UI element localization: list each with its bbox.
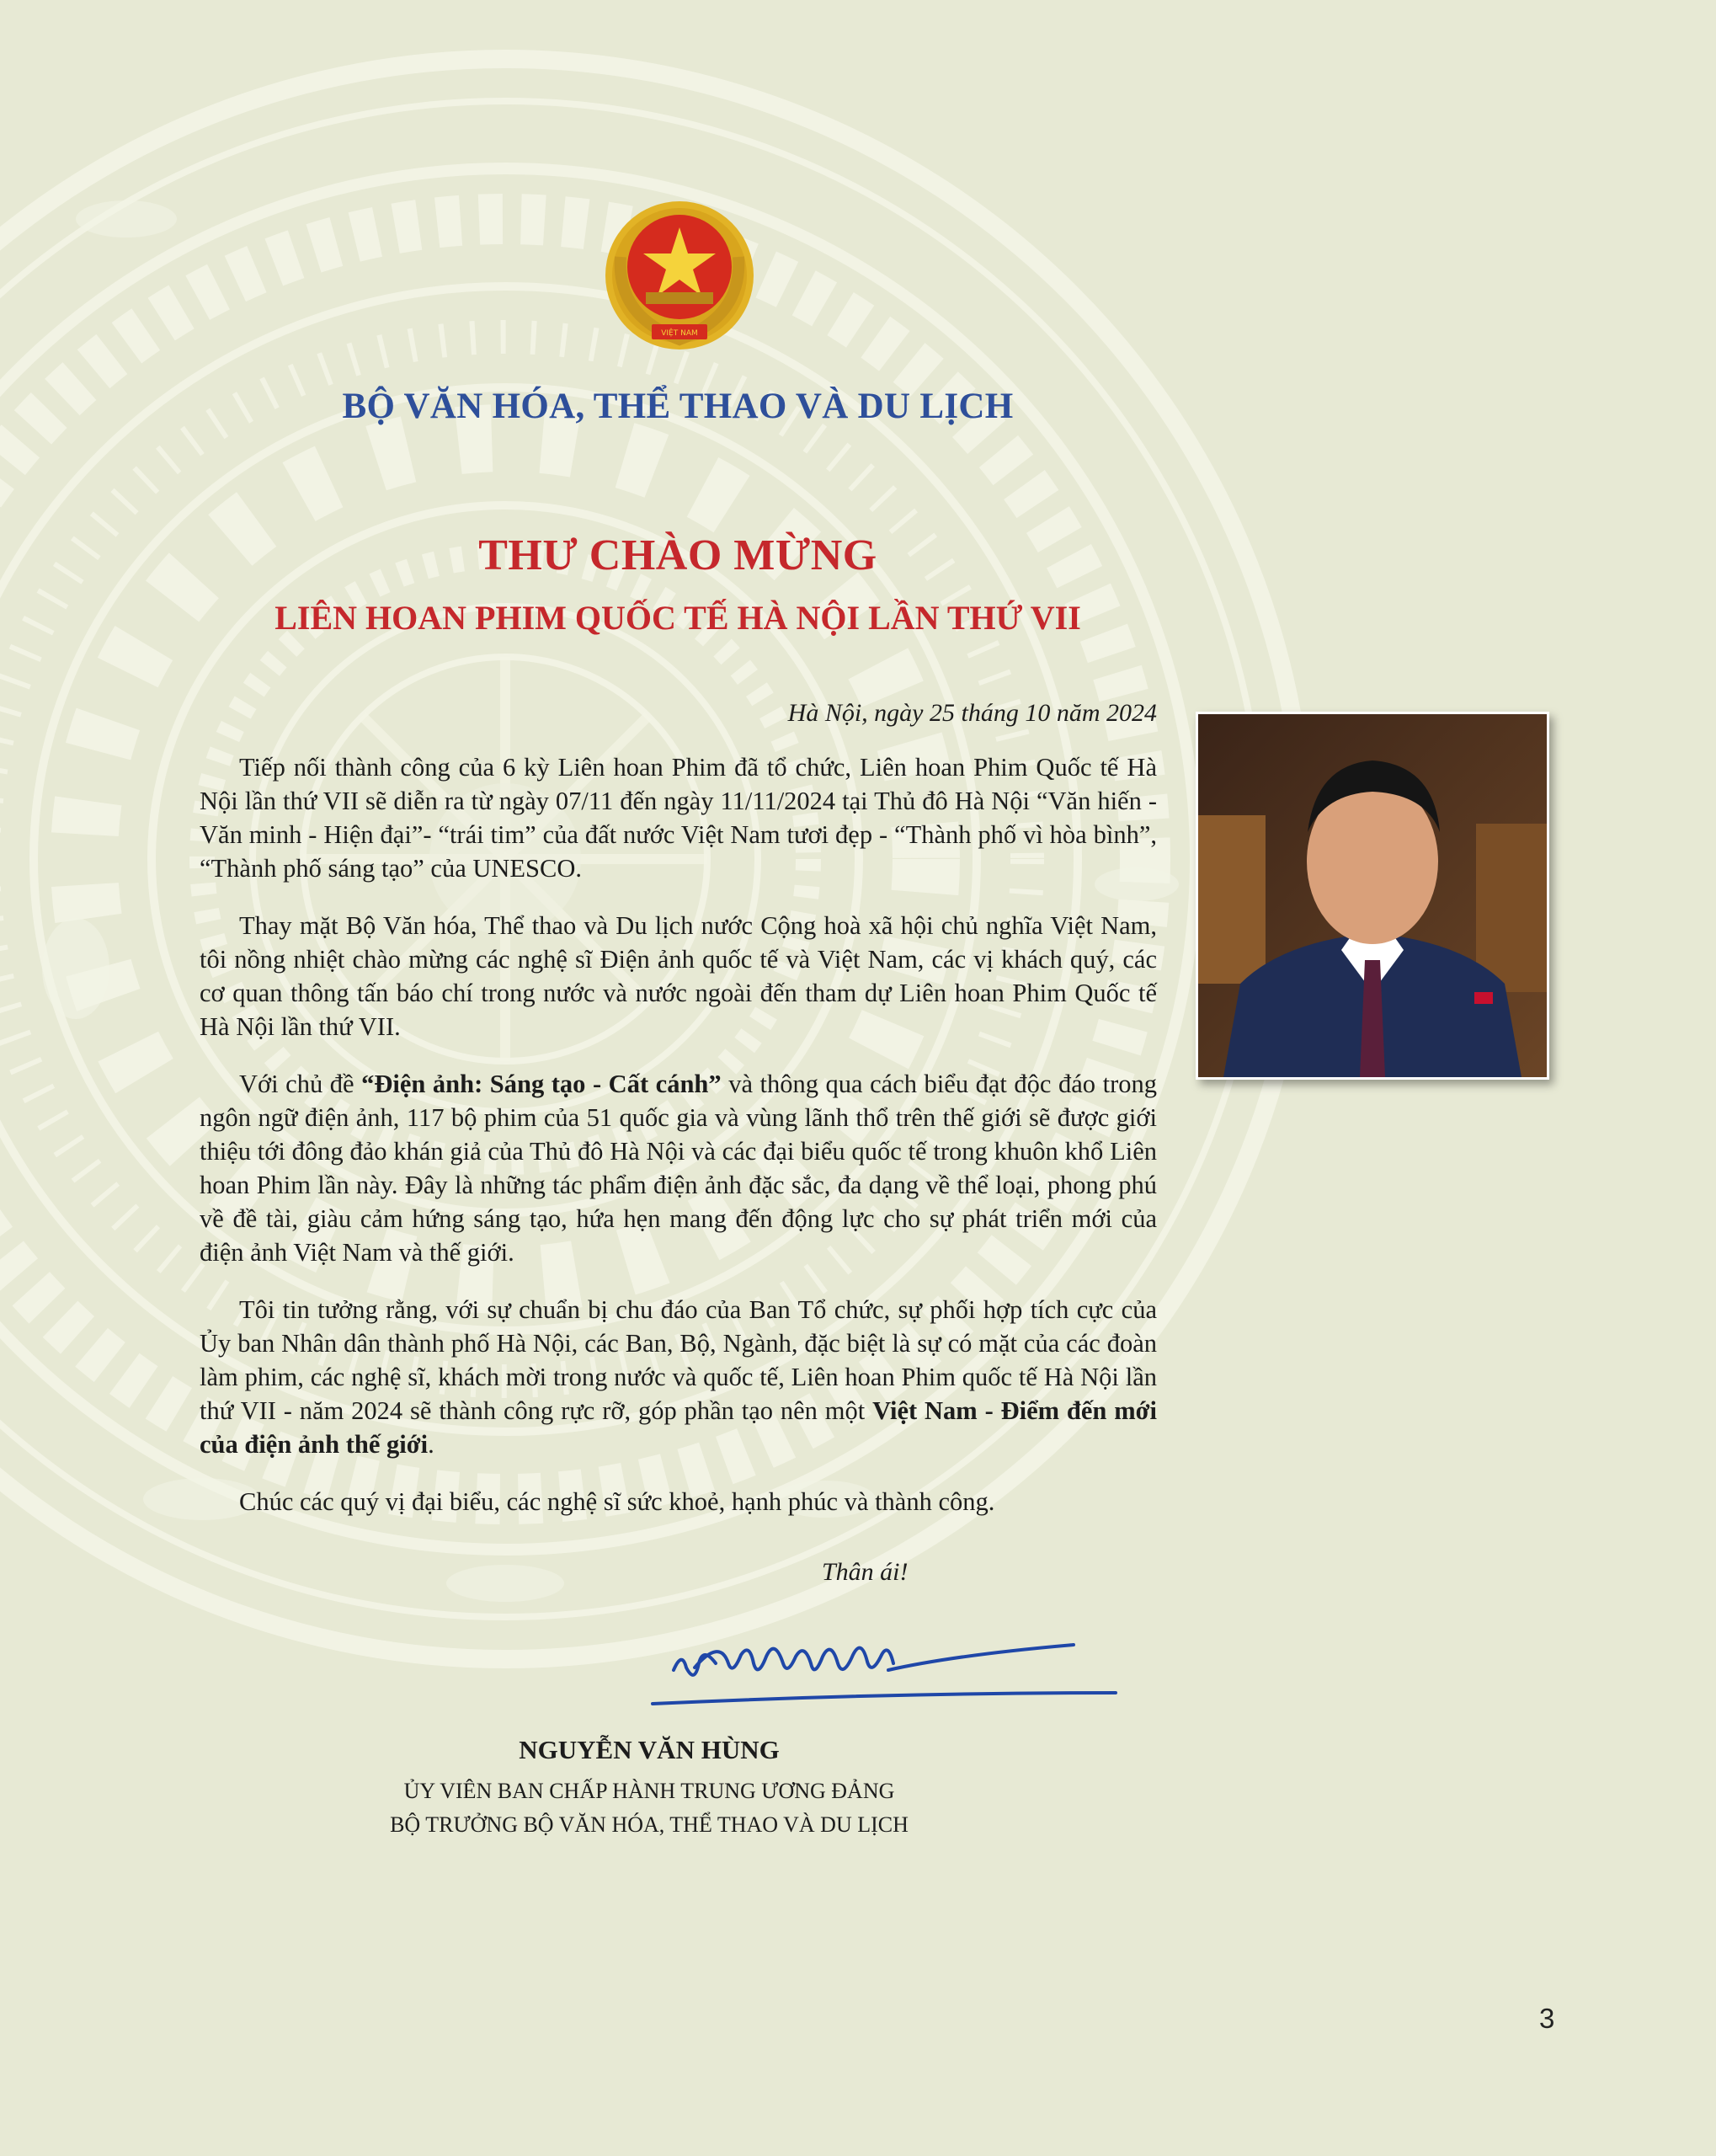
destination-slogan: Việt Nam - Điểm đến mới của điện ảnh thế giới <box>200 1396 1158 1459</box>
paragraph-4 <box>200 1293 1157 1461</box>
letter-date: Hà Nội, ngày 25 tháng 10 năm 2024 <box>787 699 1157 727</box>
signature-image <box>636 1604 1124 1714</box>
emblem-label: VIỆT NAM <box>661 329 698 338</box>
letter-title: THƯ CHÀO MỪNG <box>478 531 877 579</box>
ministry-name: BỘ VĂN HÓA, THỂ THAO VÀ DU LỊCH <box>342 387 1014 426</box>
paragraph-5: Chúc các quý vị đại biểu, các nghệ sĩ sức khoẻ, hạnh phúc và thành công. <box>239 1487 995 1516</box>
paragraph-4-text: Tôi tin tưởng rằng, với sự chuẩn bị chu đáo của Ban Tổ chức, sự phối hợp tích cực của Ủy ban Nhân dân thành phố Hà Nội, các Ban, Bộ, Ngành, đặc biệt là sự có mặt của các đoàn làm phim, các nghệ sĩ, khách mời trong nước và quốc tế, Liên hoan Phim quốc tế Hà Nội lần thứ VII - năm 2024 sẽ thành công rực rỡ, góp phần tạo nên một <box>200 1295 1157 1425</box>
paragraph-3-text-cont: và thông qua cách biểu đạt độc đáo trong ngôn ngữ điện ảnh, 117 bộ phim của 51 quốc gia và vùng lãnh thổ trên thế giới sẽ được giới thiệu tới đông đảo khán giả của Thủ đô Hà Nội và các đại biểu quốc tế trong khuôn khổ Liên hoan Phim lần này. Đây là những tác phẩm điện ảnh đặc sắc, đa dạng về thể loại, phong phú về đề tài, giàu cảm hứng sáng tạo, hứa hẹn mang đến động lực cho sự phát triển mới của điện ảnh Việt Nam và thế giới. <box>200 1070 1157 1267</box>
paragraph-4-text-end: . <box>428 1430 434 1459</box>
signer-title-line-1: ỦY VIÊN BAN CHẤP HÀNH TRUNG ƯƠNG ĐẢNG <box>403 1779 895 1803</box>
minister-portrait <box>1196 712 1549 1080</box>
national-emblem-icon <box>600 198 759 358</box>
festival-theme: “Điện ảnh: Sáng tạo - Cất cánh” <box>361 1070 722 1098</box>
paragraph-2: Thay mặt Bộ Văn hóa, Thể thao và Du lịch nước Cộng hoà xã hội chủ nghĩa Việt Nam, tôi nồng nhiệt chào mừng các nghệ sĩ Điện ảnh quốc tế và Việt Nam, các vị khách quý, các cơ quan thông tấn báo chí trong nước và nước ngoài đến tham dự Liên hoan Phim Quốc tế Hà Nội lần thứ VII. <box>200 911 1157 1041</box>
page-number: 3 <box>1539 2003 1555 2034</box>
paragraph-3 <box>200 1067 1157 1269</box>
signer-title-line-2: BỘ TRƯỞNG BỘ VĂN HÓA, THỂ THAO VÀ DU LỊCH <box>390 1812 909 1837</box>
signer-name: NGUYỄN VĂN HÙNG <box>519 1735 780 1764</box>
closing-salutation: Thân ái! <box>822 1558 909 1586</box>
letter-subtitle: LIÊN HOAN PHIM QUỐC TẾ HÀ NỘI LẦN THỨ VII <box>274 599 1081 637</box>
paragraph-3-text: Với chủ đề <box>239 1070 362 1098</box>
letter-body <box>200 750 1157 1542</box>
paragraph-1: Tiếp nối thành công của 6 kỳ Liên hoan Phim đã tổ chức, Liên hoan Phim Quốc tế Hà Nội lần thứ VII sẽ diễn ra từ ngày 07/11 đến ngày 11/11/2024 tại Thủ đô Hà Nội “Văn hiến - Văn minh - Hiện đại”- “trái tim” của đất nước Việt Nam tươi đẹp - “Thành phố vì hòa bình”, “Thành phố sáng tạo” của UNESCO. <box>200 753 1157 883</box>
